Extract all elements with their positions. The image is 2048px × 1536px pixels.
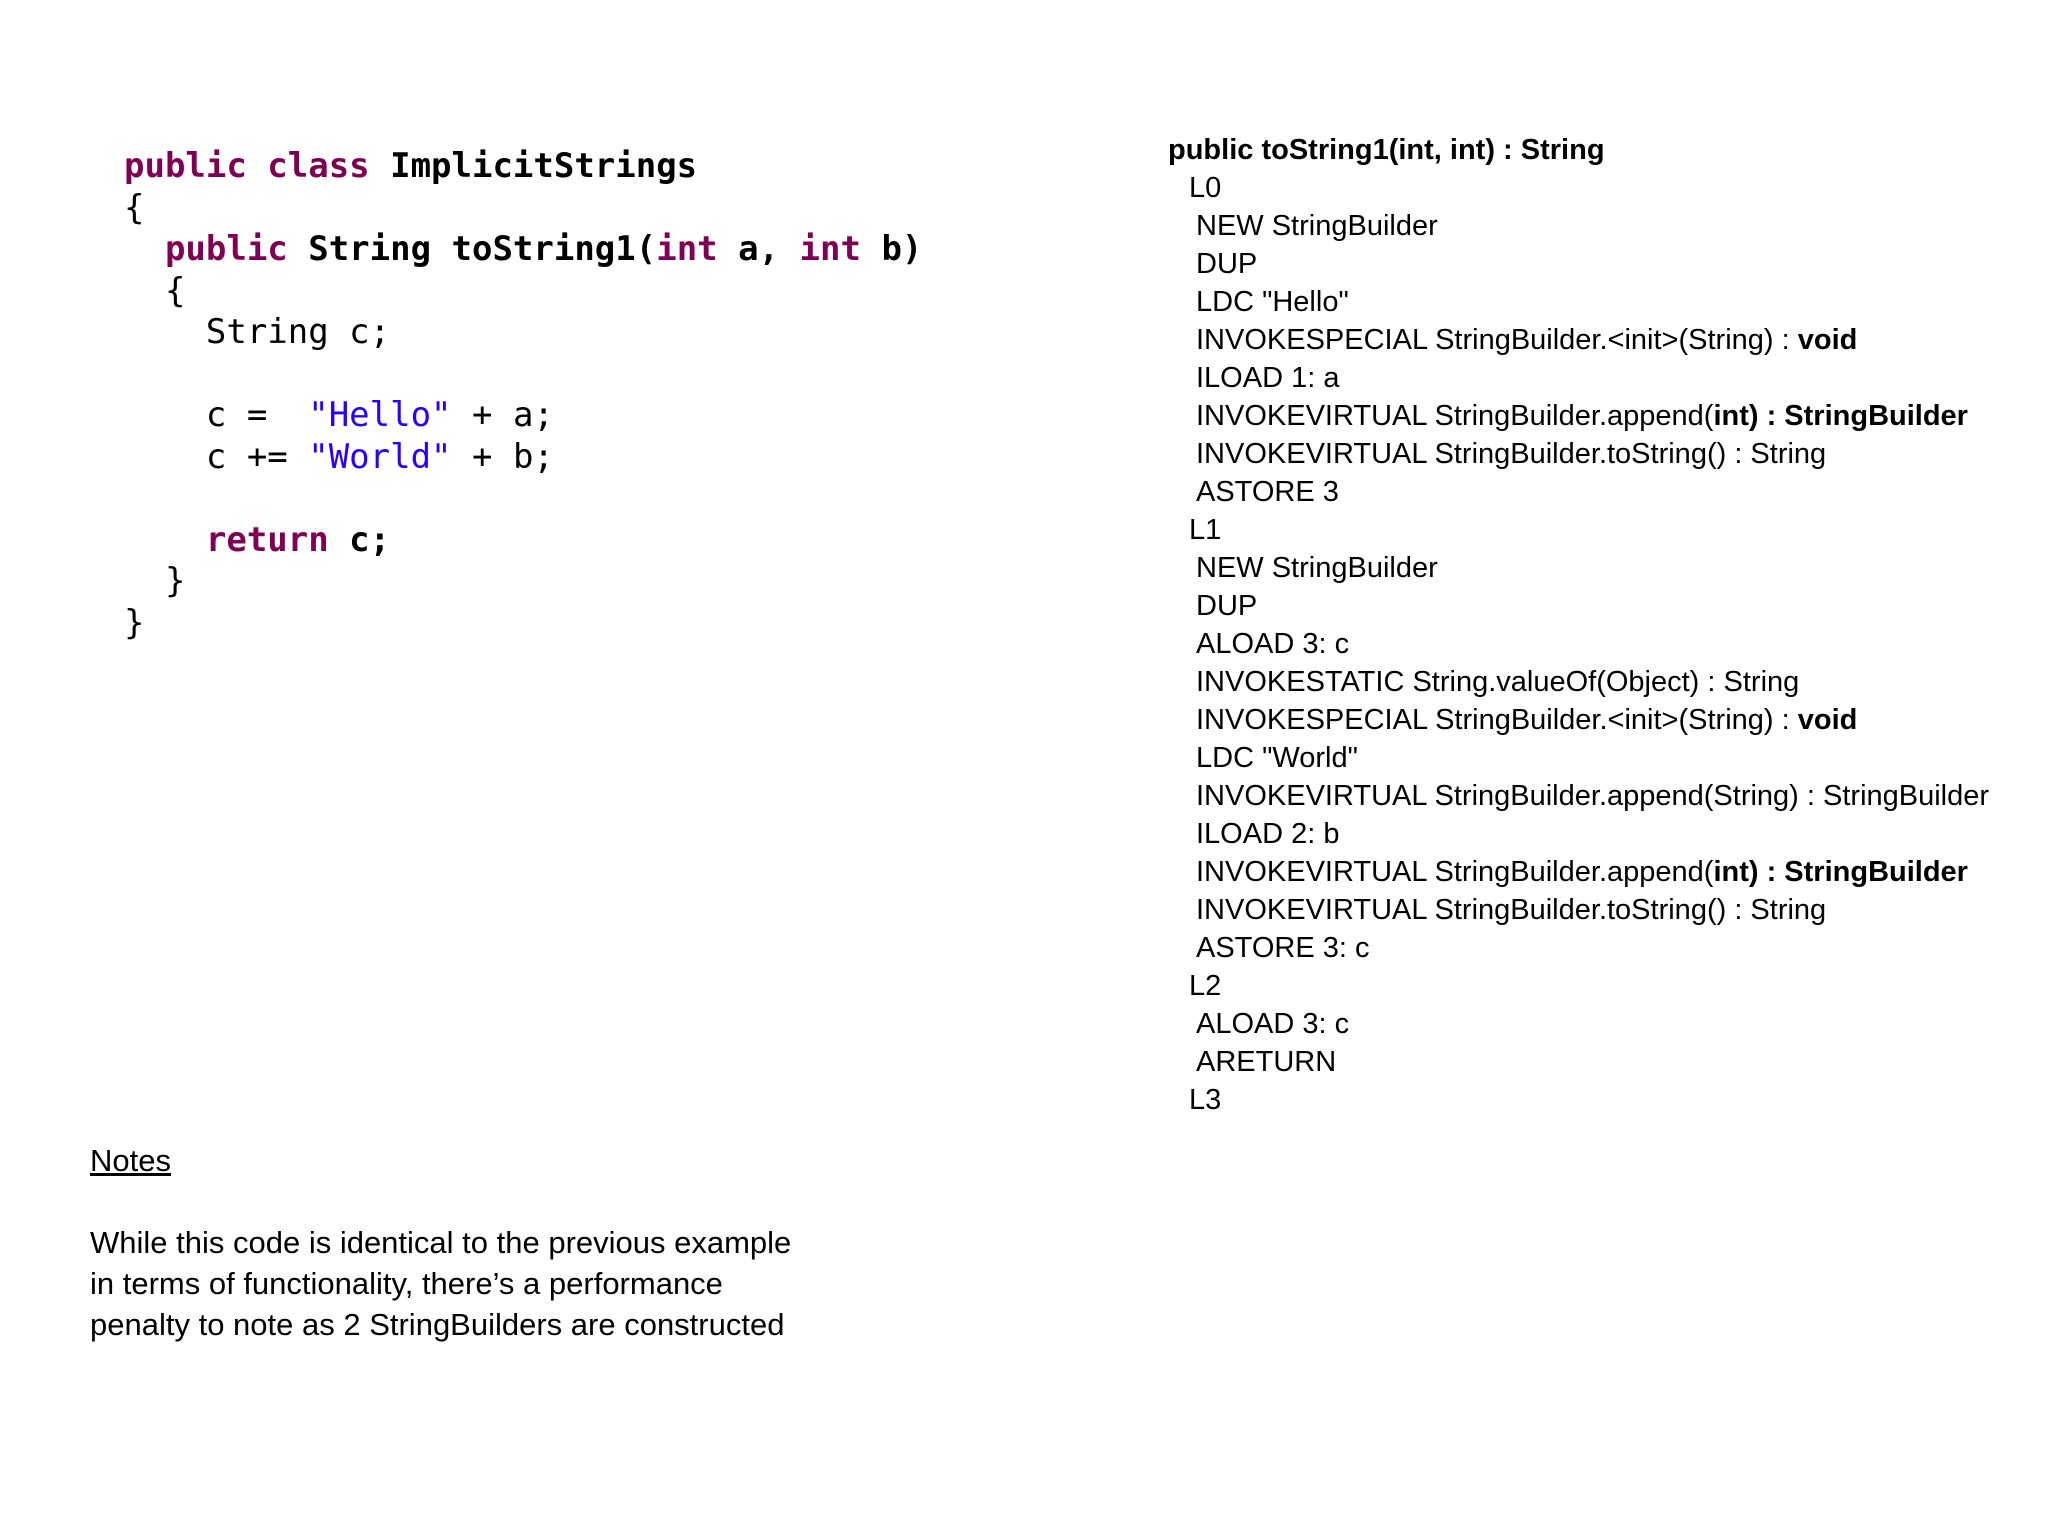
java-source-code bbox=[124, 146, 922, 644]
code-token: c = bbox=[124, 395, 309, 435]
code-line bbox=[124, 561, 922, 603]
bytecode-instruction bbox=[1168, 283, 1989, 321]
bytecode-instruction bbox=[1168, 777, 1989, 815]
bytecode-text: LDC "Hello" bbox=[1196, 286, 1349, 318]
bytecode-text: NEW StringBuilder bbox=[1196, 210, 1438, 242]
bytecode-text: int) : StringBuilder bbox=[1713, 400, 1968, 432]
code-line bbox=[124, 478, 922, 520]
code-token: c += bbox=[124, 436, 309, 477]
code-line bbox=[124, 146, 922, 188]
code-token: + b; bbox=[451, 436, 554, 477]
code-token: String c; bbox=[124, 312, 391, 352]
code-token: b) bbox=[860, 229, 923, 269]
notes-body bbox=[90, 1222, 791, 1345]
bytecode-text: ILOAD 2: b bbox=[1196, 818, 1340, 850]
bytecode-text: INVOKEVIRTUAL StringBuilder.toString() : String bbox=[1196, 438, 1827, 470]
bytecode-instruction bbox=[1168, 701, 1989, 739]
bytecode-instruction bbox=[1168, 1043, 1989, 1081]
code-line bbox=[124, 520, 922, 562]
bytecode-instruction bbox=[1168, 549, 1989, 587]
bytecode-text: INVOKEVIRTUAL StringBuilder.append( bbox=[1196, 400, 1714, 432]
notes-line: penalty to note as 2 StringBuilders are constructed bbox=[90, 1307, 785, 1342]
code-token: + a; bbox=[451, 395, 554, 435]
bytecode-text: L1 bbox=[1189, 514, 1222, 546]
code-line bbox=[124, 603, 922, 645]
code-line bbox=[124, 188, 922, 230]
bytecode-listing bbox=[1168, 131, 1989, 1119]
code-token: String toString1( bbox=[287, 229, 657, 269]
bytecode-instruction bbox=[1168, 815, 1989, 853]
code-keyword: int bbox=[799, 229, 861, 269]
code-token: a, bbox=[717, 229, 800, 269]
bytecode-instruction bbox=[1168, 853, 1989, 891]
notes-section bbox=[90, 1140, 791, 1345]
code-token: } bbox=[124, 602, 145, 643]
bytecode-text: ASTORE 3: c bbox=[1196, 932, 1370, 964]
bytecode-text: LDC "World" bbox=[1196, 742, 1358, 774]
bytecode-instruction bbox=[1168, 397, 1989, 435]
bytecode-instruction bbox=[1168, 321, 1989, 359]
code-keyword: public class bbox=[124, 146, 370, 186]
code-line bbox=[124, 312, 922, 354]
bytecode-instruction bbox=[1168, 1005, 1989, 1043]
bytecode-text: ASTORE 3 bbox=[1196, 476, 1339, 508]
bytecode-instruction bbox=[1168, 663, 1989, 701]
code-line bbox=[124, 229, 922, 271]
code-string: "World" bbox=[308, 436, 452, 477]
bytecode-label bbox=[1168, 1081, 1989, 1119]
bytecode-text: ARETURN bbox=[1196, 1046, 1337, 1078]
code-keyword: int bbox=[656, 229, 718, 269]
bytecode-text: L2 bbox=[1189, 970, 1222, 1002]
notes-title: Notes bbox=[90, 1143, 171, 1178]
code-token: } bbox=[124, 561, 186, 601]
notes-line: in terms of functionality, there’s a performance bbox=[90, 1266, 723, 1301]
code-token: c; bbox=[328, 519, 391, 560]
bytecode-instruction bbox=[1168, 435, 1989, 473]
bytecode-text: INVOKESPECIAL StringBuilder.<init>(String) : bbox=[1196, 324, 1798, 356]
bytecode-instruction bbox=[1168, 359, 1989, 397]
bytecode-instruction bbox=[1168, 473, 1989, 511]
bytecode-text: L0 bbox=[1189, 172, 1222, 204]
code-token: { bbox=[124, 187, 145, 228]
code-string: "Hello" bbox=[308, 395, 452, 435]
bytecode-text: public toString1(int, int) : String bbox=[1168, 134, 1605, 166]
bytecode-text: void bbox=[1797, 704, 1858, 736]
code-line bbox=[124, 437, 922, 479]
bytecode-text: INVOKEVIRTUAL StringBuilder.append( bbox=[1196, 856, 1714, 888]
bytecode-text: DUP bbox=[1196, 590, 1258, 622]
bytecode-instruction bbox=[1168, 891, 1989, 929]
bytecode-text: INVOKEVIRTUAL StringBuilder.toString() : String bbox=[1196, 894, 1827, 926]
bytecode-text: ILOAD 1: a bbox=[1196, 362, 1340, 394]
bytecode-instruction bbox=[1168, 245, 1989, 283]
bytecode-instruction bbox=[1168, 587, 1989, 625]
bytecode-label bbox=[1168, 967, 1989, 1005]
bytecode-label bbox=[1168, 169, 1989, 207]
bytecode-text: ALOAD 3: c bbox=[1196, 628, 1350, 660]
bytecode-method-header bbox=[1168, 131, 1989, 169]
bytecode-text: INVOKESPECIAL StringBuilder.<init>(String) : bbox=[1196, 704, 1798, 736]
code-token: ImplicitStrings bbox=[369, 146, 698, 186]
code-keyword: public bbox=[124, 229, 288, 269]
bytecode-instruction bbox=[1168, 929, 1989, 967]
code-line bbox=[124, 271, 922, 313]
bytecode-text: NEW StringBuilder bbox=[1196, 552, 1438, 584]
bytecode-instruction bbox=[1168, 625, 1989, 663]
code-line bbox=[124, 354, 922, 396]
notes-line: While this code is identical to the previous example bbox=[90, 1225, 792, 1260]
bytecode-text: INVOKEVIRTUAL StringBuilder.append(String) : StringBuilder bbox=[1196, 780, 1990, 812]
bytecode-text: L3 bbox=[1189, 1084, 1222, 1116]
bytecode-text: INVOKESTATIC String.valueOf(Object) : String bbox=[1196, 666, 1800, 698]
code-keyword: return bbox=[124, 519, 329, 560]
bytecode-instruction bbox=[1168, 207, 1989, 245]
code-line bbox=[124, 395, 922, 437]
bytecode-text: int) : StringBuilder bbox=[1713, 856, 1968, 888]
bytecode-text: void bbox=[1797, 324, 1858, 356]
bytecode-label bbox=[1168, 511, 1989, 549]
bytecode-instruction bbox=[1168, 739, 1989, 777]
bytecode-text: DUP bbox=[1196, 248, 1258, 280]
code-token: { bbox=[124, 270, 186, 311]
bytecode-text: ALOAD 3: c bbox=[1196, 1008, 1350, 1040]
